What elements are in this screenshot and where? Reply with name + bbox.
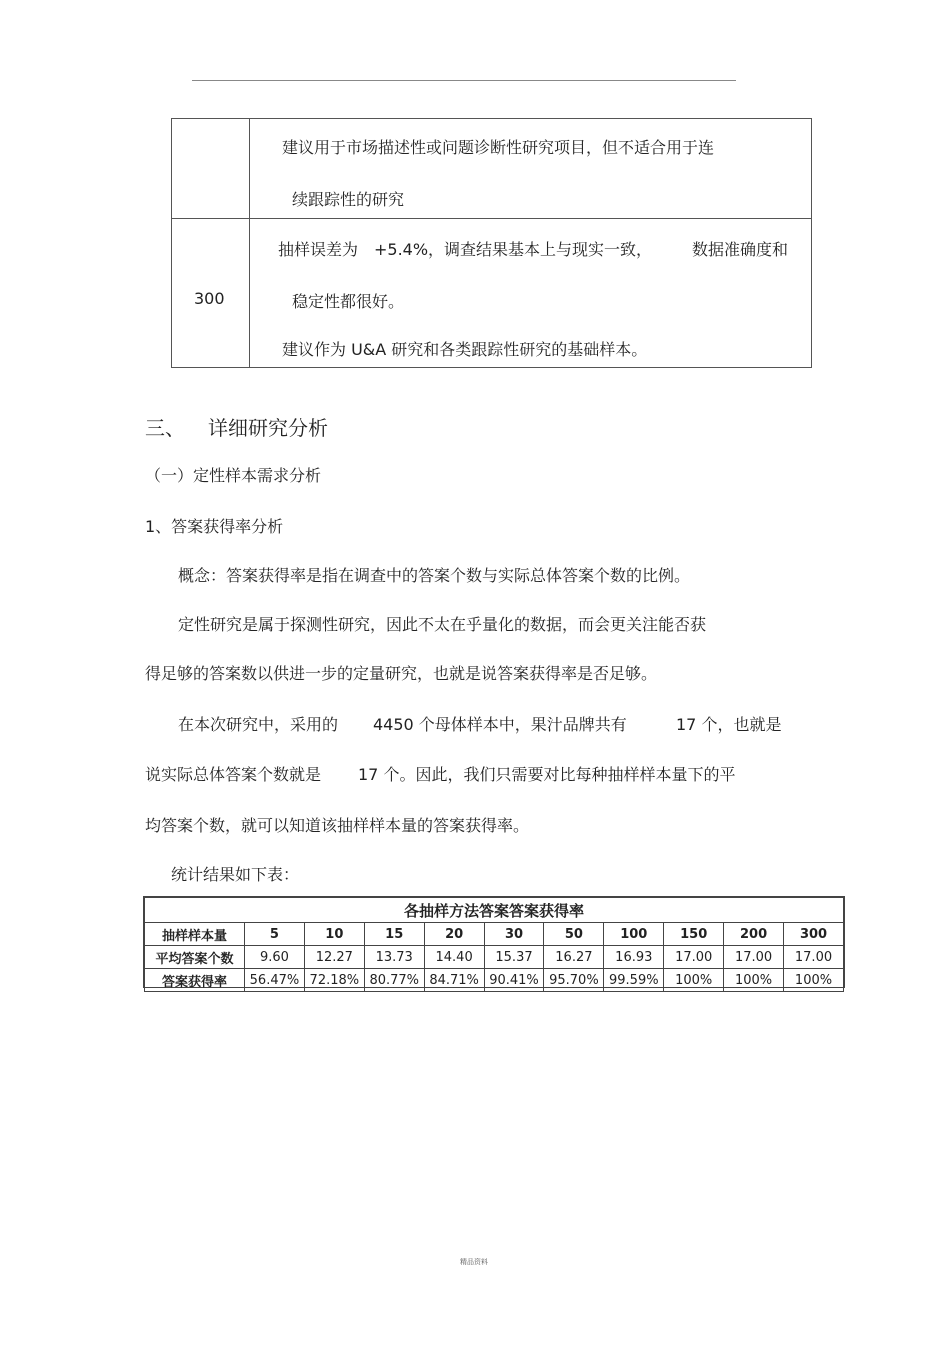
table-cell: 95.70% (544, 969, 604, 992)
row1-text-line1: 建议用于市场描述性或问题诊断性研究项目，但不适合用于连 (282, 138, 715, 157)
table-row (145, 923, 844, 946)
table-cell: 15.37 (484, 946, 544, 969)
section-title: 详细研究分析 (208, 416, 328, 440)
recommendation-table (171, 118, 812, 368)
row2-text-line3: 建议作为 U&A 研究和各类跟踪性研究的基础样本。 (282, 340, 648, 359)
row1-text-line2: 续跟踪性的研究 (292, 190, 405, 209)
paragraph-concept: 概念：答案获得率是指在调查中的答案个数与实际总体答案个数的比例。 (178, 566, 691, 585)
paragraph-2-line1: 定性研究是属于探测性研究，因此不太在乎量化的数据，而会更关注能否获 (178, 615, 707, 634)
table-cell: 10 (304, 923, 364, 946)
table-cell: 14.40 (424, 946, 484, 969)
table-cell: 72.18% (304, 969, 364, 992)
table-title: 各抽样方法答案答案获得率 (145, 898, 844, 923)
table-cell: 30 (484, 923, 544, 946)
subsection-title: （一）定性样本需求分析 (145, 466, 322, 485)
table-cell: 5 (245, 923, 305, 946)
section-number: 三、 (145, 416, 185, 440)
table-cell: 15 (364, 923, 424, 946)
table-cell: 100% (784, 969, 844, 992)
table-cell: 99.59% (604, 969, 664, 992)
table-cell: 16.93 (604, 946, 664, 969)
table-cell: 84.71% (424, 969, 484, 992)
table-cell: 100% (724, 969, 784, 992)
row2-text-line1c: 数据准确度和 (692, 240, 789, 259)
table-row (145, 946, 844, 969)
row2-sample-size: 300 (194, 289, 225, 308)
row-label: 答案获得率 (145, 969, 245, 992)
table-divider-horizontal (172, 218, 811, 219)
row2-text-line1b: +5.4%，调查结果基本上与现实一致， (374, 240, 653, 259)
paragraph-3-line3: 均答案个数，就可以知道该抽样样本量的答案获得率。 (145, 816, 530, 835)
table-cell: 13.73 (364, 946, 424, 969)
paragraph-3-line2a: 说实际总体答案个数就是 (145, 765, 322, 784)
table-cell: 200 (724, 923, 784, 946)
table-divider-vertical (249, 119, 250, 367)
paragraph-3-line1a: 在本次研究中，采用的 (178, 715, 339, 734)
header-rule (192, 80, 736, 81)
row-label: 平均答案个数 (145, 946, 245, 969)
table-cell: 16.27 (544, 946, 604, 969)
row2-text-line2: 稳定性都很好。 (292, 292, 405, 311)
footer-label: 精品资料 (460, 1258, 488, 1266)
table-cell: 90.41% (484, 969, 544, 992)
item-title: 1、答案获得率分析 (145, 517, 284, 536)
paragraph-4: 统计结果如下表： (171, 865, 300, 884)
table-cell: 300 (784, 923, 844, 946)
table-cell: 17.00 (664, 946, 724, 969)
table-cell: 17.00 (724, 946, 784, 969)
paragraph-3-line2b: 17 个。因此，我们只需要对比每种抽样样本量下的平 (358, 765, 736, 784)
paragraph-3-line1c: 17 个，也就是 (676, 715, 782, 734)
table-cell: 12.27 (304, 946, 364, 969)
answer-rate-table (143, 896, 845, 988)
table-cell: 100 (604, 923, 664, 946)
table-cell: 100% (664, 969, 724, 992)
paragraph-2-line2: 得足够的答案数以供进一步的定量研究，也就是说答案获得率是否足够。 (145, 664, 658, 683)
table-cell: 17.00 (784, 946, 844, 969)
table-row (145, 969, 844, 992)
table-cell: 50 (544, 923, 604, 946)
row-label: 抽样样本量 (145, 923, 245, 946)
table-cell: 150 (664, 923, 724, 946)
table-cell: 80.77% (364, 969, 424, 992)
row2-text-line1a: 抽样误差为 (278, 240, 359, 259)
paragraph-3-line1b: 4450 个母体样本中，果汁品牌共有 (373, 715, 627, 734)
table-cell: 9.60 (245, 946, 305, 969)
table-cell: 20 (424, 923, 484, 946)
table-cell: 56.47% (245, 969, 305, 992)
